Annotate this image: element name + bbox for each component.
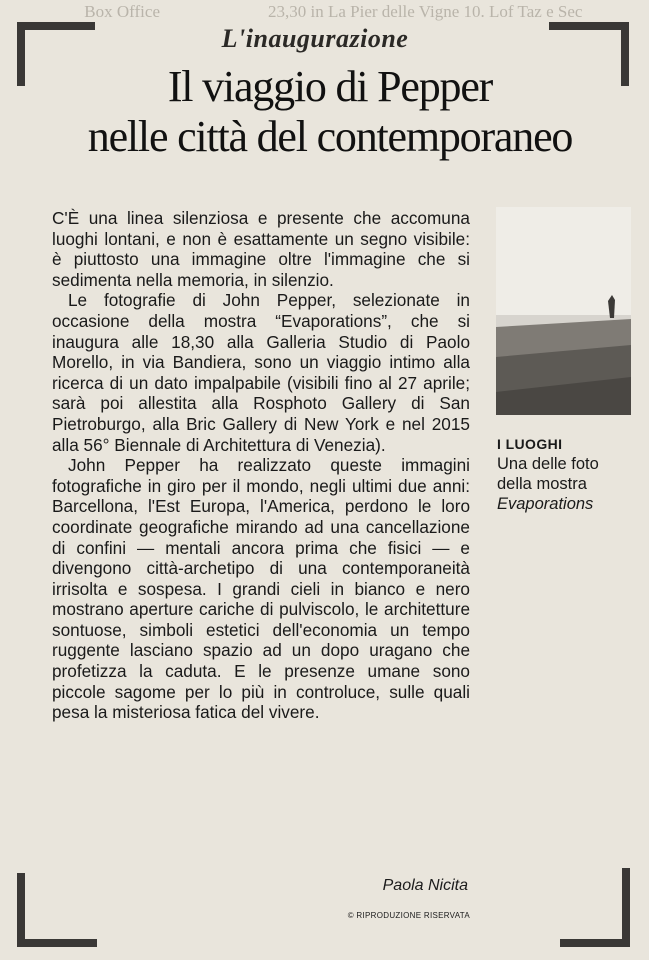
exhibition-photo	[496, 207, 631, 415]
headline	[30, 62, 630, 162]
photo-scene	[496, 207, 631, 415]
paragraph-1: C'È una linea silenziosa e presente che accomuna luoghi lontani, e non è esattamente un segno visibile: è piuttosto una immagine oltre l'immagine che si sedimenta nella memoria, in silenzio.	[52, 208, 470, 290]
headline-line-2: nelle città del contemporaneo	[87, 112, 573, 161]
caption-italic: Evaporations	[497, 495, 594, 513]
paragraph-3: John Pepper ha realizzato queste immagini fotografiche in giro per il mondo, negli ultimi due anni: Barcellona, l'Est Europa, l'America, perdono le loro coordinate geografiche mirando ad una cancellazione di confini — mentali ancora prima che fisici — e divengono città-archetipo di una contemporaneità irrisolta e sospesa. I grandi cieli in bianco e nero mostrano aperture cariche di pulviscolo, le architetture sontuose, simboli estetici dell'economia un tempo ruggente lasciano spazio ad un dopo uragano che profetizza la caduta. E le presenze umane sono piccole sagome per lo più in controluce, sulle quali pesa la misteriosa fatica del vivere.	[52, 455, 470, 723]
copyright-notice: © RIPRODUZIONE RISERVATA	[347, 911, 470, 920]
article-body	[52, 208, 470, 723]
caption-text: Una delle foto della mostra	[497, 455, 599, 493]
byline: Paola Nicita	[382, 877, 468, 894]
bleed-through-text-left: Box Office	[84, 2, 160, 21]
caption-title: I LUOGHI	[497, 436, 563, 452]
headline-line-1: Il viaggio di Pepper	[167, 62, 493, 111]
section-kicker: L'inaugurazione	[221, 24, 409, 53]
bleed-through-text-right: 23,30 in La Pier delle Vigne 10. Lof Taz e Sec	[268, 2, 583, 21]
photo-caption	[497, 434, 637, 514]
paragraph-2: Le fotografie di John Pepper, selezionate in occasione della mostra “Evaporations”, che si inaugura alle 18,30 alla Galleria Studio di Paolo Morello, in via Bandiera, sono un viaggio intimo alla ricerca di un dato impalpabile (visibili fino al 27 aprile; sarà poi allestita alla Rosphoto Gallery di San Pietroburgo, alla Bric Gallery di New York e nel 2015 alla 56° Biennale di Architettura di Venezia).	[52, 290, 470, 455]
